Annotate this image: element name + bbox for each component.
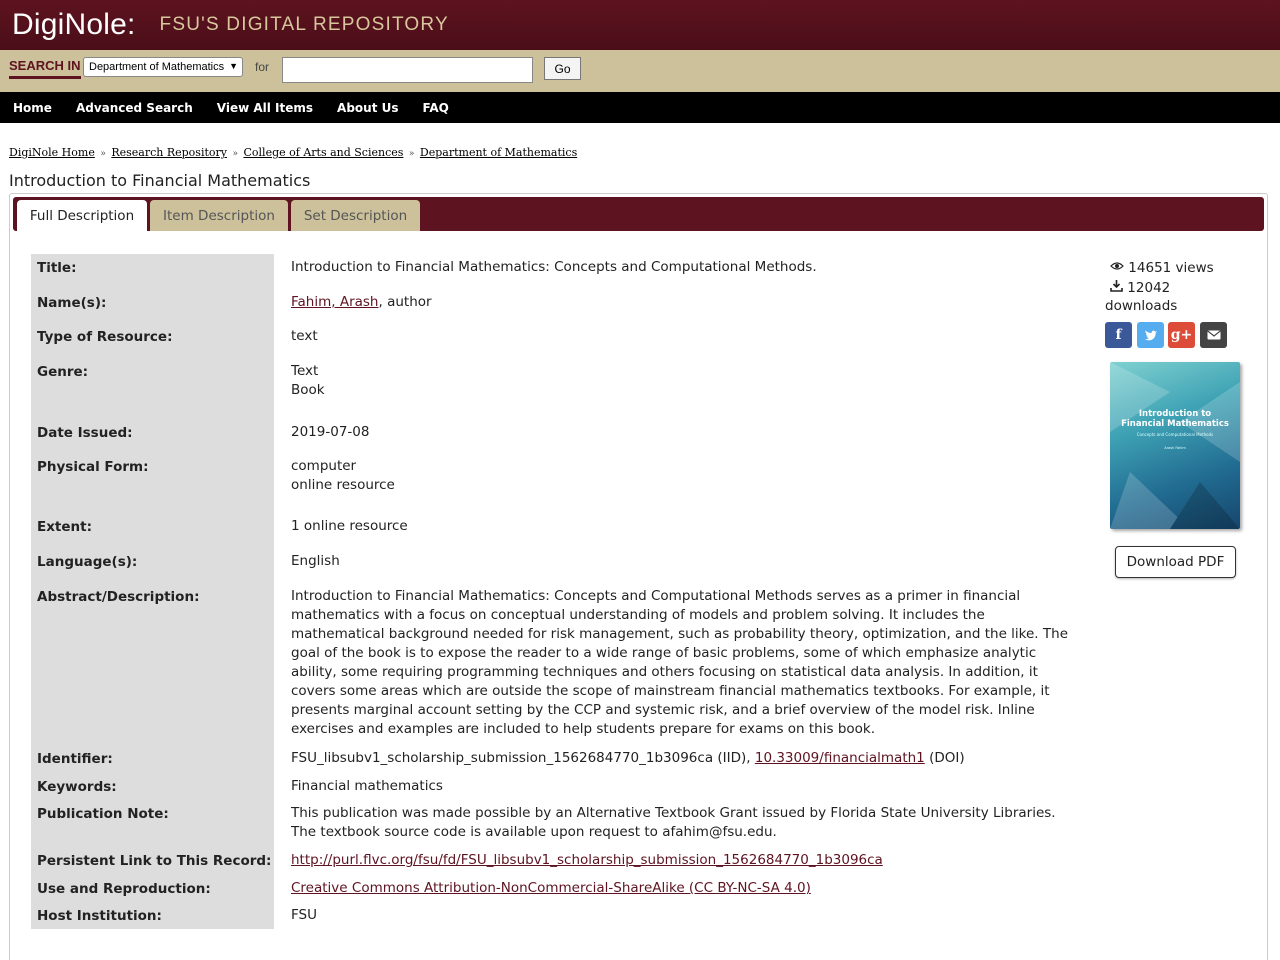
views-stat xyxy=(1110,260,1214,276)
genre-label: Genre: xyxy=(37,364,89,380)
search-scope-value: Department of Mathematics xyxy=(89,61,225,73)
cover-subtitle: Concepts and Computational Methods xyxy=(1136,432,1214,437)
breadcrumb-research-repository[interactable]: Research Repository xyxy=(111,146,227,159)
breadcrumb-separator: » xyxy=(408,149,415,159)
tab-set-description[interactable]: Set Description xyxy=(291,200,420,231)
cover-author: Arash Fahim xyxy=(1164,446,1186,450)
site-header xyxy=(0,0,1280,50)
search-in-label: SEARCH IN xyxy=(9,58,81,79)
genre-item: Book xyxy=(291,382,325,398)
go-button[interactable]: Go xyxy=(544,57,581,80)
title-value: Introduction to Financial Mathematics: Concepts and Computational Methods. xyxy=(291,259,817,275)
persistent-link-value xyxy=(291,851,883,870)
breadcrumb-department-mathematics[interactable]: Department of Mathematics xyxy=(419,146,578,159)
tab-full-description[interactable]: Full Description xyxy=(17,200,147,231)
type-value: text xyxy=(291,328,318,344)
identifier-label: Identifier: xyxy=(37,751,113,767)
download-pdf-button[interactable]: Download PDF xyxy=(1115,546,1236,578)
views-count: 14651 views xyxy=(1128,260,1214,276)
date-value: 2019-07-08 xyxy=(291,424,370,440)
iid-text: FSU_libsubv1_scholarship_submission_1562684770_1b3096ca (IID), xyxy=(291,750,755,766)
site-subtitle: FSU'S DIGITAL REPOSITORY xyxy=(159,14,449,35)
physical-item: computer xyxy=(291,458,357,474)
date-label: Date Issued: xyxy=(37,425,133,441)
names-value xyxy=(291,293,432,312)
chevron-down-icon: ▼ xyxy=(229,61,238,71)
cover-title xyxy=(1110,409,1240,429)
site-logo[interactable]: DigiNole: xyxy=(12,8,136,41)
envelope-shape xyxy=(1207,330,1221,340)
breadcrumb-college-arts-sciences[interactable]: College of Arts and Sciences xyxy=(243,146,404,159)
type-label: Type of Resource: xyxy=(37,329,173,345)
for-label: for xyxy=(255,60,270,74)
twitter-icon[interactable] xyxy=(1137,322,1164,348)
breadcrumb-separator: » xyxy=(100,149,106,159)
page-title: Introduction to Financial Mathematics xyxy=(9,171,311,190)
author-role: , author xyxy=(378,294,432,310)
abstract-value: Introduction to Financial Mathematics: Concepts and Computational Methods serves as a primer in financial mathematics with a focus on conceptual understanding of models and problem solving. It includes the mathematical background needed for risk management, such as probability theory, optimization, and the like. The goal of the book is to expose the reader to a wide range of basic problems, some of which emphasize analytic ability, some requiring programming techniques and others focusing on statistical data analysis. In addition, it covers some areas which are outside the scope of mainstream financial mathematics textbooks. For example, it presents marginal account setting by the CCP and systemic risk, and a brief overview of the model risk. Inline exercises and examples are included to help students prepare for exams on this book. xyxy=(291,588,1068,737)
search-input[interactable] xyxy=(282,57,533,83)
breadcrumb xyxy=(9,146,577,159)
breadcrumb-separator: » xyxy=(232,149,238,159)
facebook-icon[interactable]: f xyxy=(1105,322,1132,348)
nav-home[interactable]: Home xyxy=(13,100,52,115)
title-label: Title: xyxy=(37,260,77,276)
author-link[interactable]: Fahim, Arash xyxy=(291,294,379,310)
identifier-value xyxy=(291,749,965,768)
language-value: English xyxy=(291,553,340,569)
cover-title-line: Introduction to xyxy=(1138,409,1212,419)
physical-label: Physical Form: xyxy=(37,459,149,475)
book-cover-thumbnail[interactable] xyxy=(1110,362,1240,529)
breadcrumb-diginole-home[interactable]: DigiNole Home xyxy=(9,146,95,159)
downloads-label: downloads xyxy=(1105,298,1178,314)
nav-faq[interactable]: FAQ xyxy=(422,100,449,115)
keywords-value: Financial mathematics xyxy=(291,778,443,794)
download-icon xyxy=(1110,279,1123,292)
downloads-stat xyxy=(1110,279,1170,296)
use-label: Use and Reproduction: xyxy=(37,881,211,897)
language-label: Language(s): xyxy=(37,554,138,570)
persistent-link-label: Persistent Link to This Record: xyxy=(37,853,272,869)
abstract-label: Abstract/Description: xyxy=(37,589,200,605)
tab-bar xyxy=(13,197,1264,231)
pubnote-value: This publication was made possible by an Alternative Textbook Grant issued by Florida State University Libraries. The textbook source code is available upon request to afahim@fsu.edu. xyxy=(291,805,1056,840)
keywords-label: Keywords: xyxy=(37,779,117,795)
extent-label: Extent: xyxy=(37,519,93,535)
doi-link[interactable]: 10.33009/financialmath1 xyxy=(754,750,925,766)
physical-value xyxy=(291,457,395,495)
eye-icon xyxy=(1110,261,1124,271)
doi-suffix: (DOI) xyxy=(924,750,965,766)
host-value: FSU xyxy=(291,907,317,923)
physical-item: online resource xyxy=(291,477,395,493)
cover-title-line: Financial Mathematics xyxy=(1121,419,1229,429)
names-label: Name(s): xyxy=(37,295,107,311)
search-bar xyxy=(0,50,1280,92)
nav-view-all-items[interactable]: View All Items xyxy=(216,100,314,115)
extent-value: 1 online resource xyxy=(291,518,408,534)
email-icon[interactable] xyxy=(1200,322,1227,348)
google-plus-icon[interactable]: g+ xyxy=(1168,322,1195,348)
pubnote-label: Publication Note: xyxy=(37,806,169,822)
search-scope-select[interactable] xyxy=(83,57,243,77)
twitter-bird-shape xyxy=(1144,329,1158,341)
use-value xyxy=(291,879,811,898)
license-link[interactable]: Creative Commons Attribution-NonCommercial-ShareAlike (CC BY-NC-SA 4.0) xyxy=(291,880,811,896)
main-nav xyxy=(0,92,1280,123)
nav-advanced-search[interactable]: Advanced Search xyxy=(75,100,193,115)
host-label: Host Institution: xyxy=(37,908,162,924)
tab-item-description[interactable]: Item Description xyxy=(150,200,288,231)
downloads-count: 12042 xyxy=(1127,280,1171,296)
persistent-link[interactable]: http://purl.flvc.org/fsu/fd/FSU_libsubv1_scholarship_submission_1562684770_1b3096ca xyxy=(291,852,883,868)
nav-about-us[interactable]: About Us xyxy=(337,100,399,115)
genre-value xyxy=(291,362,325,400)
genre-item: Text xyxy=(291,363,319,379)
